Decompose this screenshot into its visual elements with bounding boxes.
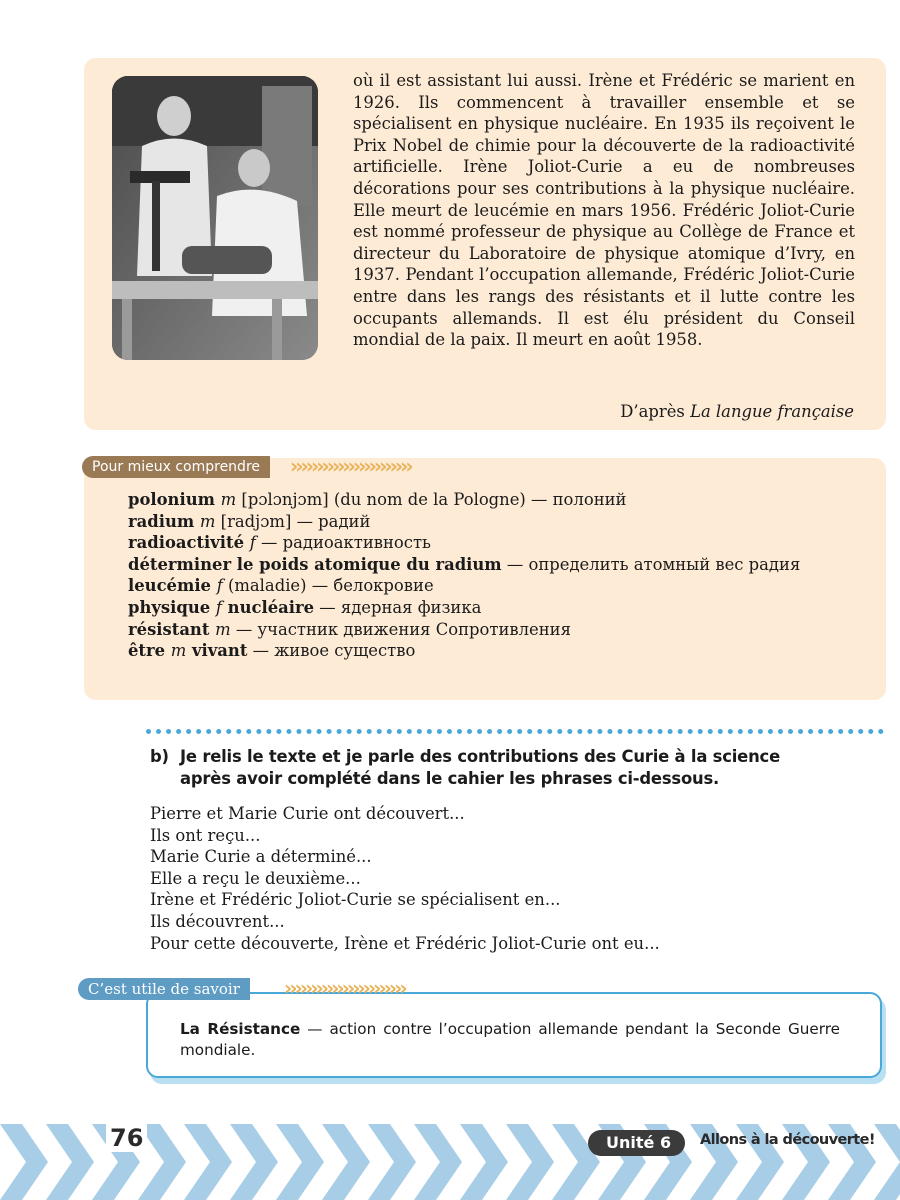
info-definition: — action contre l’occupation allemande pendant la Seconde Guerre mondiale.: [180, 1020, 840, 1059]
source-prefix: D’après: [620, 402, 691, 421]
vocab-list: [128, 489, 868, 662]
vocab-item: radioactivité f — радиоактивность: [128, 533, 431, 553]
sentence-item: Pierre et Marie Curie ont découvert...: [150, 804, 465, 823]
vocab-item: déterminer le poids atomique du radium — определить атомный вес радия: [128, 554, 801, 574]
vocab-item: leucémie f (maladie) — белокровие: [128, 576, 434, 596]
historical-photo: [112, 76, 318, 360]
vocab-item: être m vivant — живое существо: [128, 641, 416, 661]
task-line-2: après avoir complété dans le cahier les phrases ci-dessous.: [180, 768, 720, 788]
vocab-header-tag: Pour mieux comprendre: [82, 456, 270, 478]
page-number: 76: [106, 1124, 147, 1152]
info-term: La Résistance: [180, 1020, 301, 1038]
task-line-1: Je relis le texte et je parle des contributions des Curie à la science: [180, 747, 780, 766]
sentence-item: Marie Curie a déterminé...: [150, 847, 372, 867]
sentence-item: Elle a reçu le deuxième...: [150, 868, 361, 888]
source-citation: [620, 402, 854, 421]
reading-paragraph: où il est assistant lui aussi. Irène et Frédéric se marient en 1926. Ils commencent à travailler ensemble et se spécialisent en physique nucléaire. En 1935 ils reçoivent le Prix Nobel de chimie pour la découverte de la radioactivité artificielle. Irène Joliot-Curie a eu de nombreuses décorations pour ses contributions à la physique nucléaire. Elle meurt de leucémie en mars 1956. Frédéric Joliot-Curie est nommé professeur de physique au Collège de France et directeur du Laboratoire de physique atomique d’Ivry, en 1937. Pendant l’occupation allemande, Frédéric Joliot-Curie entre dans les rangs des résistants et il lutte contre les occupants allemands. Il est élu président du Conseil mondial de la paix. Il meurt en août 1958.: [353, 71, 855, 350]
source-book-title: La langue française: [690, 402, 854, 421]
vocab-item: physique f nucléaire — ядерная физика: [128, 597, 482, 617]
sentence-list: [150, 803, 886, 954]
chevron-decoration-icon: ›››››››››››››››››››››››: [284, 976, 405, 1000]
vocab-item: radium m [radjɔm] — радий: [128, 511, 371, 531]
sentence-item: Pour cette découverte, Irène et Frédéric Joliot-Curie ont eu...: [150, 933, 660, 953]
sentence-item: Irène et Frédéric Joliot-Curie se spécialisent en...: [150, 890, 561, 910]
unit-badge: Unité 6: [588, 1130, 685, 1156]
sentence-item: Ils ont reçu...: [150, 825, 261, 845]
dotted-separator: [146, 729, 884, 734]
vocab-item: résistant m — участник движения Сопротивления: [128, 619, 571, 639]
reading-text: [353, 70, 855, 351]
photo-illustration: [112, 76, 318, 360]
task-instruction: [150, 746, 886, 789]
chevron-decoration-icon: ›››››››››››››››››››››››: [290, 454, 411, 478]
vocab-item: polonium m [pɔlɔnjɔm] (du nom de la Pologne) — полоний: [128, 490, 627, 509]
info-text: [180, 1019, 840, 1061]
unit-title: Allons à la découverte!: [700, 1132, 875, 1148]
sentence-item: Ils découvrent...: [150, 911, 285, 931]
task-letter: b): [150, 747, 169, 766]
info-header-tag: C’est utile de savoir: [78, 978, 250, 1000]
